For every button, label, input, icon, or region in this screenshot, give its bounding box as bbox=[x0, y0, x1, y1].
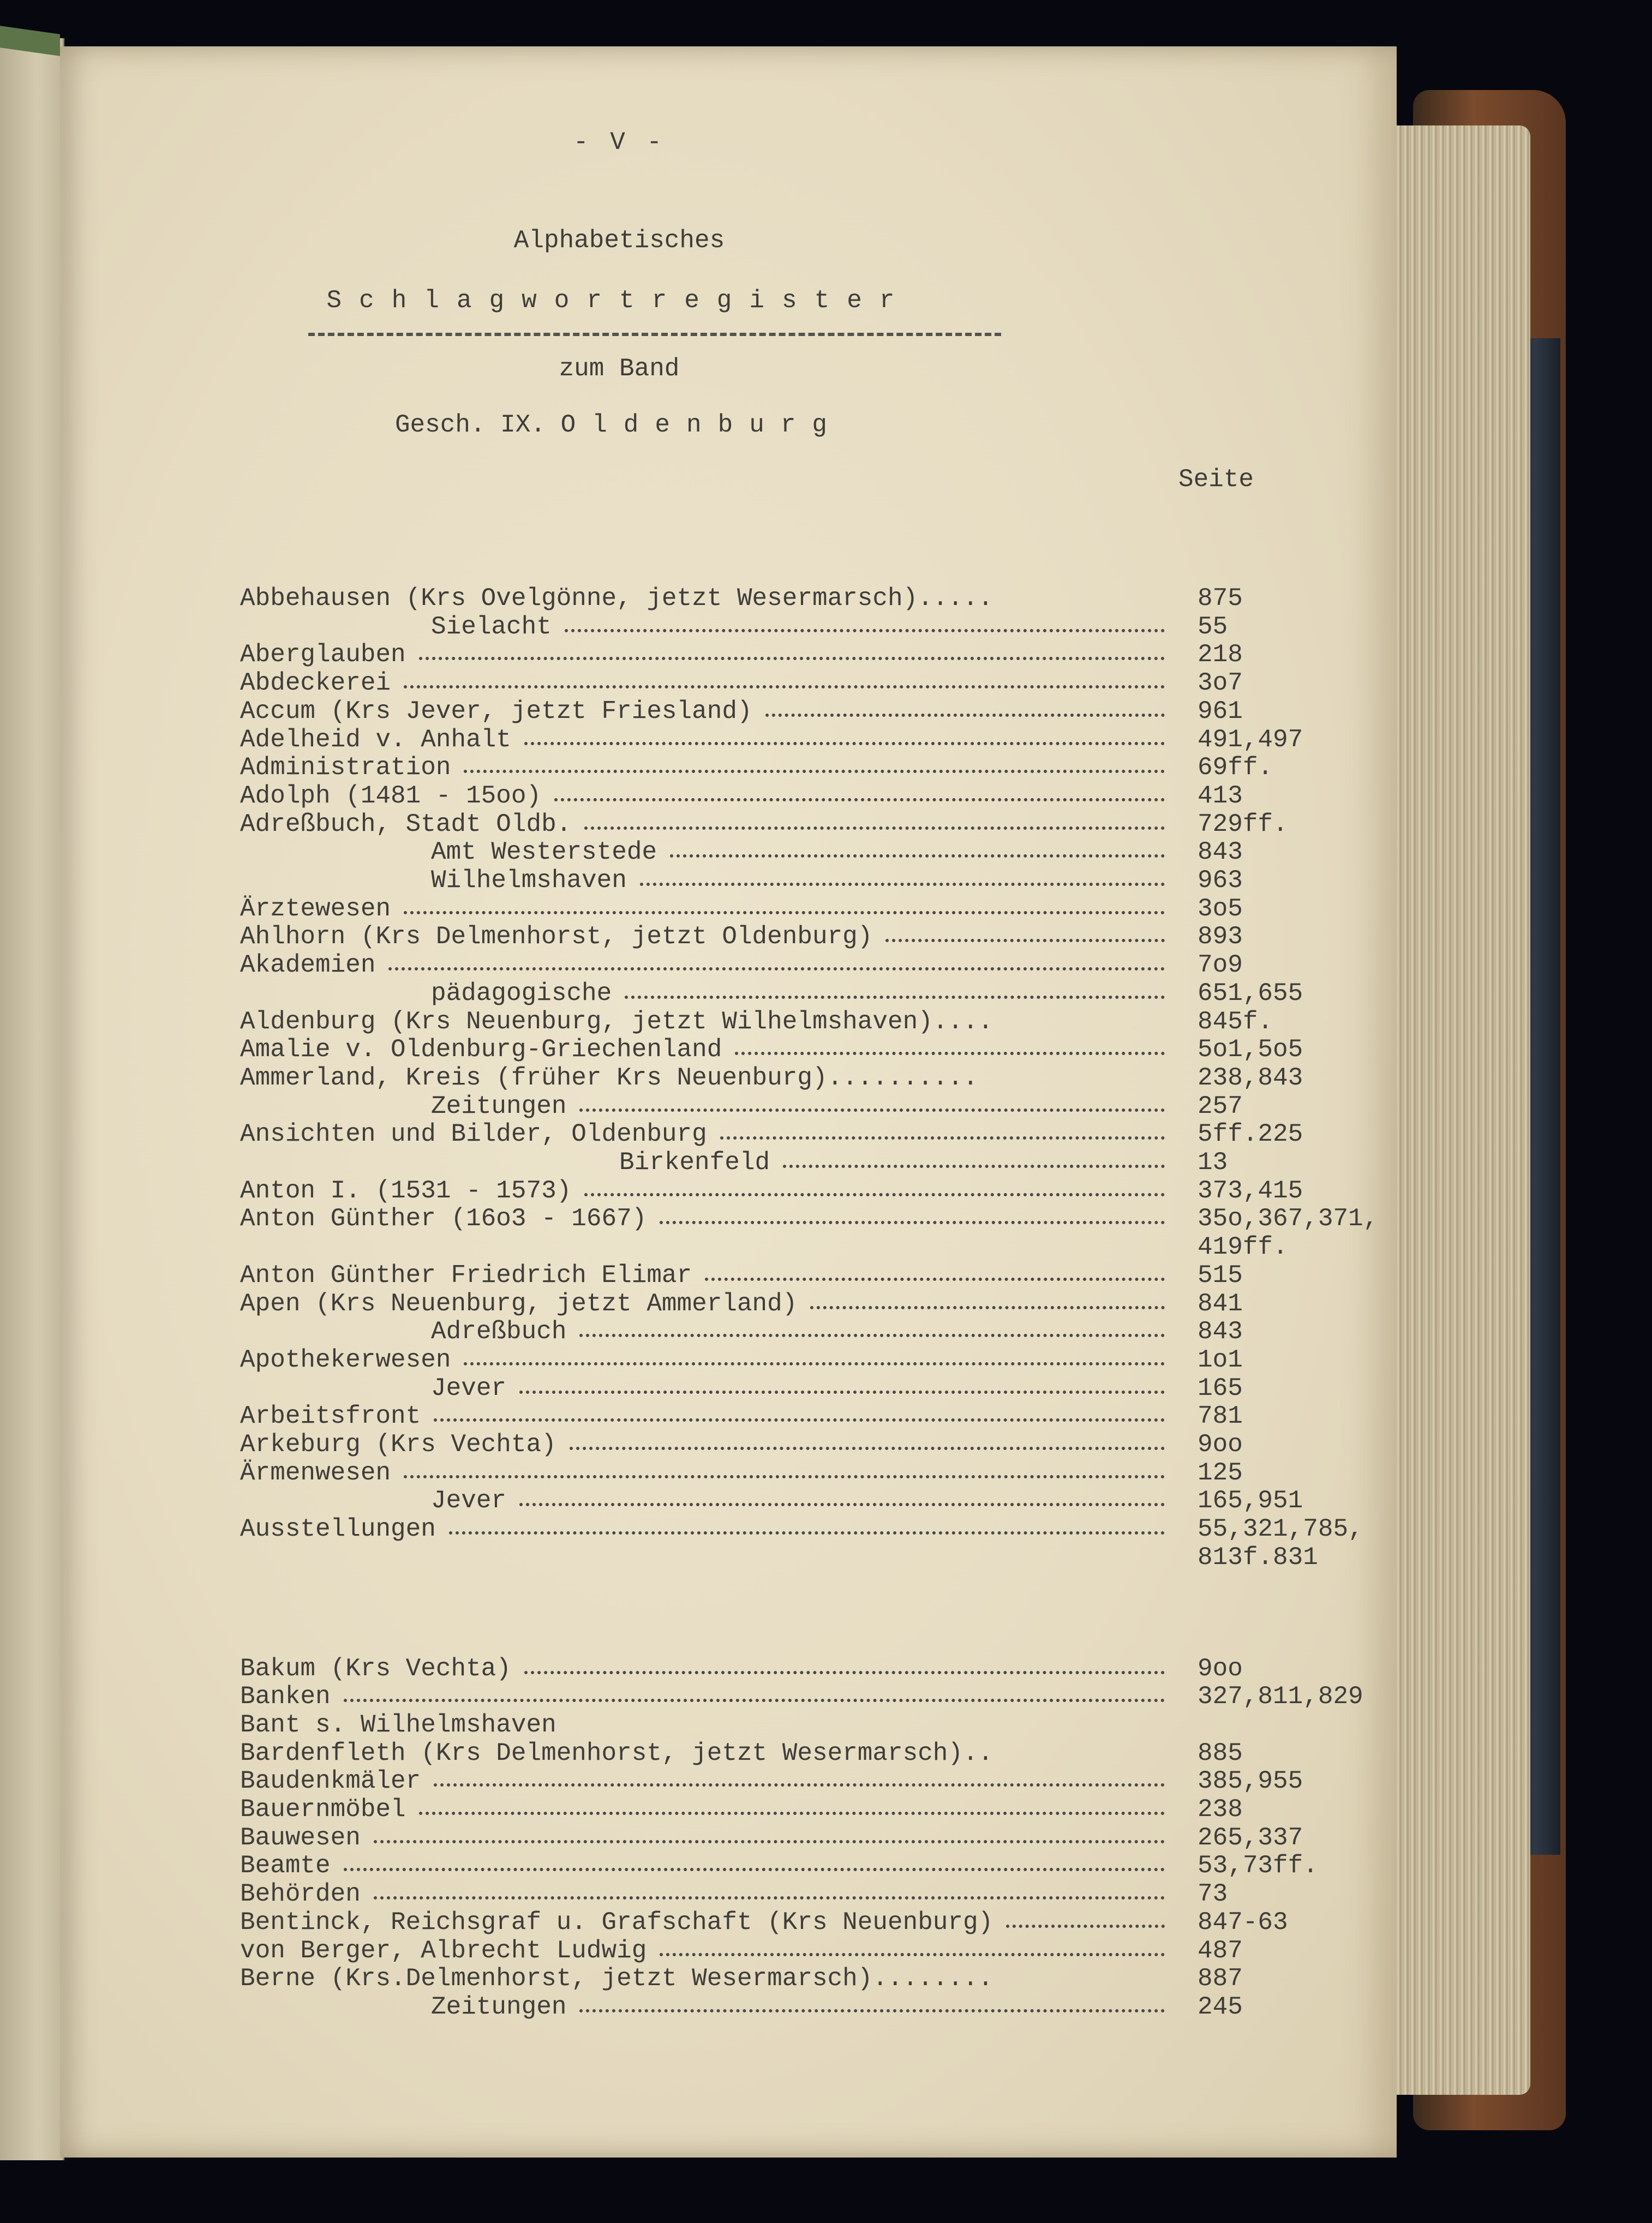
dot-leader bbox=[640, 883, 1165, 886]
heading-volume-name: Oldenburg bbox=[560, 411, 844, 439]
index-entry bbox=[240, 1937, 1413, 1965]
index-entry bbox=[240, 697, 1413, 726]
entry-page-ref: 1o1 bbox=[1198, 1345, 1243, 1374]
dot-leader bbox=[670, 854, 1165, 858]
entry-page-ref: 893 bbox=[1198, 922, 1243, 951]
dot-leader bbox=[625, 996, 1165, 999]
entry-label: Bant s. Wilhelmshaven bbox=[240, 1710, 556, 1739]
dot-leader bbox=[705, 1278, 1165, 1281]
index-entry bbox=[240, 1682, 1413, 1711]
entry-page-ref: 413 bbox=[1198, 781, 1243, 810]
entry-label: Anton Günther (16o3 - 1667) bbox=[240, 1205, 647, 1233]
index-entry bbox=[240, 1177, 1413, 1205]
dot-leader bbox=[419, 1812, 1165, 1815]
dot-leader bbox=[519, 1503, 1165, 1506]
index-entry bbox=[240, 584, 1413, 613]
entry-label: Aldenburg (Krs Neuenburg, jetzt Wilhelmshaven).... bbox=[240, 1007, 993, 1036]
dot-leader bbox=[388, 967, 1165, 970]
dot-leader bbox=[565, 629, 1165, 632]
heading-zum-band: zum Band bbox=[559, 355, 680, 383]
index-entry bbox=[240, 922, 1413, 951]
index-entry bbox=[240, 1374, 1413, 1403]
index-entry bbox=[240, 782, 1413, 810]
entry-page-ref: 515 bbox=[1198, 1261, 1243, 1290]
column-label-seite: Seite bbox=[1178, 465, 1254, 494]
entry-page-ref: 963 bbox=[1198, 866, 1243, 895]
index-entry bbox=[240, 640, 1413, 669]
entry-label: Wilhelmshaven bbox=[431, 866, 627, 895]
entry-label: Birkenfeld bbox=[619, 1148, 770, 1177]
index-entry bbox=[240, 979, 1413, 1008]
entry-page-ref: 53,73ff. bbox=[1198, 1851, 1318, 1880]
entry-page-ref: 165 bbox=[1198, 1374, 1243, 1403]
dot-leader bbox=[554, 798, 1165, 801]
index-entry bbox=[240, 1767, 1413, 1795]
entry-label: Arkeburg (Krs Vechta) bbox=[240, 1430, 556, 1459]
entry-page-ref: 35o,367,371, bbox=[1198, 1205, 1379, 1233]
index-entry bbox=[240, 1261, 1413, 1290]
entry-page-ref: 419ff. bbox=[1198, 1233, 1288, 1262]
entry-label: Administration bbox=[240, 753, 451, 782]
dot-leader bbox=[419, 657, 1165, 660]
entry-label: Ärztewesen bbox=[240, 894, 391, 923]
entry-label: pädagogische bbox=[431, 979, 612, 1008]
entry-label: Abdeckerei bbox=[240, 669, 391, 698]
heading-alphabetisches: Alphabetisches bbox=[513, 226, 725, 255]
dot-leader bbox=[464, 1362, 1165, 1365]
entry-page-ref: 843 bbox=[1198, 838, 1243, 867]
dot-leader bbox=[810, 1306, 1165, 1309]
index-entry bbox=[240, 1346, 1413, 1374]
dot-leader bbox=[449, 1531, 1165, 1535]
entry-label: Zeitungen bbox=[431, 1092, 567, 1121]
entry-page-ref: 165,951 bbox=[1198, 1487, 1303, 1515]
entry-label: Ammerland, Kreis (früher Krs Neuenburg).......... bbox=[240, 1063, 978, 1092]
index-entry bbox=[240, 1964, 1413, 1993]
dot-leader bbox=[464, 770, 1165, 773]
entry-label: Bauernmöbel bbox=[240, 1795, 406, 1824]
dot-leader bbox=[579, 2009, 1165, 2012]
index-entry bbox=[240, 1543, 1413, 1572]
entry-label: Jever bbox=[431, 1374, 507, 1403]
dot-leader bbox=[584, 826, 1165, 830]
dashed-rule bbox=[308, 333, 1001, 336]
entry-label: Behörden bbox=[240, 1880, 361, 1909]
dot-leader bbox=[584, 1193, 1165, 1196]
page-number: - V - bbox=[573, 128, 666, 157]
entry-page-ref: 3o7 bbox=[1198, 669, 1243, 698]
index-entry bbox=[240, 1908, 1413, 1937]
dot-leader bbox=[885, 939, 1165, 942]
entry-label: Arbeitsfront bbox=[240, 1402, 421, 1431]
index-entry bbox=[240, 1092, 1413, 1121]
index-entry bbox=[240, 1487, 1413, 1515]
entry-page-ref: 69ff. bbox=[1198, 753, 1273, 782]
entry-page-ref: 3o5 bbox=[1198, 894, 1243, 923]
index-entry bbox=[240, 726, 1413, 754]
dot-leader bbox=[344, 1868, 1165, 1871]
dot-leader bbox=[344, 1699, 1165, 1702]
index-entry bbox=[240, 669, 1413, 697]
entry-label: Ausstellungen bbox=[240, 1515, 436, 1544]
index-entry bbox=[240, 1711, 1413, 1739]
index-entry bbox=[240, 1064, 1413, 1092]
heading-volume bbox=[60, 411, 1178, 439]
index-entry bbox=[240, 1402, 1413, 1430]
index-entry bbox=[240, 1233, 1413, 1261]
dot-leader bbox=[1006, 1925, 1165, 1928]
entry-label: Amt Westerstede bbox=[431, 838, 657, 867]
index-entry bbox=[240, 866, 1413, 895]
entry-label: Jever bbox=[431, 1487, 507, 1515]
document-page bbox=[60, 46, 1397, 2158]
entry-label: Ahlhorn (Krs Delmenhorst, jetzt Oldenburg) bbox=[240, 922, 873, 951]
index-entry bbox=[240, 1739, 1413, 1767]
entry-page-ref: 9oo bbox=[1198, 1654, 1243, 1683]
heading-volume-prefix: Gesch. IX. bbox=[394, 411, 546, 439]
entry-page-ref: 847-63 bbox=[1198, 1908, 1288, 1937]
index-entry bbox=[240, 1290, 1413, 1318]
index-entry bbox=[240, 1120, 1413, 1148]
entry-page-ref: 651,655 bbox=[1198, 979, 1303, 1008]
index-entry bbox=[240, 1459, 1413, 1487]
entry-page-ref: 218 bbox=[1198, 640, 1243, 669]
entry-label: Berne (Krs.Delmenhorst, jetzt Wesermarsch)........ bbox=[240, 1964, 993, 1993]
dot-leader bbox=[374, 1840, 1165, 1843]
entry-page-ref: 55,321,785, bbox=[1198, 1515, 1363, 1544]
dot-leader bbox=[524, 742, 1165, 745]
dot-leader bbox=[579, 1334, 1165, 1337]
entry-page-ref: 491,497 bbox=[1198, 725, 1303, 754]
heading-schlagwortregister: Schlagwortregister bbox=[326, 286, 912, 315]
dot-leader bbox=[374, 1896, 1165, 1900]
index-entry bbox=[240, 838, 1413, 866]
dot-leader bbox=[783, 1165, 1165, 1168]
entry-page-ref: 55 bbox=[1198, 612, 1228, 641]
entry-page-ref: 245 bbox=[1198, 1992, 1243, 2021]
index-entry bbox=[240, 1205, 1413, 1233]
index-entry bbox=[240, 1851, 1413, 1880]
entry-page-ref: 843 bbox=[1198, 1317, 1243, 1346]
entry-page-ref: 238,843 bbox=[1198, 1063, 1303, 1092]
dot-leader bbox=[524, 1671, 1165, 1674]
entry-page-ref: 813f.831 bbox=[1198, 1543, 1318, 1572]
entry-label: Akademien bbox=[240, 951, 376, 980]
index-entry bbox=[240, 1148, 1413, 1177]
entry-label: Bauwesen bbox=[240, 1823, 361, 1852]
dot-leader bbox=[404, 1475, 1165, 1478]
dot-leader bbox=[660, 1953, 1165, 1956]
index-entry bbox=[240, 951, 1413, 979]
entry-label: Anton I. (1531 - 1573) bbox=[240, 1176, 572, 1205]
dot-leader bbox=[434, 1783, 1165, 1787]
entry-label: Adreßbuch, Stadt Oldb. bbox=[240, 810, 572, 838]
index-entry bbox=[240, 1317, 1413, 1346]
dot-leader bbox=[404, 911, 1165, 914]
entry-page-ref: 5o1,5o5 bbox=[1198, 1035, 1303, 1064]
dot-leader bbox=[570, 1447, 1165, 1450]
entry-label: Amalie v. Oldenburg-Griechenland bbox=[240, 1035, 722, 1064]
index-entry bbox=[240, 613, 1413, 641]
entry-page-ref: 327,811,829 bbox=[1198, 1682, 1363, 1711]
index-entry bbox=[240, 753, 1413, 782]
entry-label: Bentinck, Reichsgraf u. Grafschaft (Krs Neuenburg) bbox=[240, 1908, 993, 1937]
entry-page-ref: 845f. bbox=[1198, 1007, 1273, 1036]
entry-label: Adolph (1481 - 15oo) bbox=[240, 781, 542, 810]
entry-page-ref: 257 bbox=[1198, 1092, 1243, 1121]
left-page-edge bbox=[0, 38, 64, 2160]
entry-page-ref: 875 bbox=[1198, 584, 1243, 613]
entry-page-ref: 885 bbox=[1198, 1739, 1243, 1767]
entry-label: Ansichten und Bilder, Oldenburg bbox=[240, 1120, 707, 1149]
entry-label: Beamte bbox=[240, 1851, 331, 1880]
page-content bbox=[60, 46, 1397, 2158]
entry-page-ref: 487 bbox=[1198, 1936, 1243, 1965]
dot-leader bbox=[404, 685, 1165, 688]
dot-leader bbox=[765, 714, 1165, 717]
entry-label: Adelheid v. Anhalt bbox=[240, 725, 511, 754]
entry-label: von Berger, Albrecht Ludwig bbox=[240, 1936, 647, 1965]
entry-page-ref: 5ff.225 bbox=[1198, 1120, 1303, 1149]
entry-page-ref: 9oo bbox=[1198, 1430, 1243, 1459]
index-entry bbox=[240, 1824, 1413, 1852]
entry-page-ref: 373,415 bbox=[1198, 1176, 1303, 1205]
entry-page-ref: 781 bbox=[1198, 1402, 1243, 1431]
entry-label: Accum (Krs Jever, jetzt Friesland) bbox=[240, 697, 752, 726]
entry-label: Anton Günther Friedrich Elimar bbox=[240, 1261, 692, 1290]
index-entry bbox=[240, 1880, 1413, 1908]
entry-label: Ärmenwesen bbox=[240, 1458, 391, 1487]
entry-label: Aberglauben bbox=[240, 640, 406, 669]
entry-label: Bakum (Krs Vechta) bbox=[240, 1654, 511, 1683]
dot-leader bbox=[519, 1391, 1165, 1394]
index-entry bbox=[240, 1655, 1413, 1683]
entry-label: Sielacht bbox=[431, 612, 552, 641]
dot-leader bbox=[434, 1418, 1165, 1422]
index-entry bbox=[240, 1430, 1413, 1459]
entry-page-ref: 265,337 bbox=[1198, 1823, 1303, 1852]
dot-leader bbox=[579, 1108, 1165, 1112]
entry-page-ref: 125 bbox=[1198, 1458, 1243, 1487]
index-entry bbox=[240, 1035, 1413, 1064]
entry-page-ref: 73 bbox=[1198, 1880, 1228, 1909]
index-entry bbox=[240, 1515, 1413, 1543]
entry-page-ref: 961 bbox=[1198, 697, 1243, 726]
dot-leader bbox=[660, 1221, 1165, 1224]
index-entry bbox=[240, 1993, 1413, 2021]
index-entry bbox=[240, 1008, 1413, 1036]
entry-page-ref: 887 bbox=[1198, 1964, 1243, 1993]
entry-label: Apen (Krs Neuenburg, jetzt Ammerland) bbox=[240, 1289, 798, 1318]
entry-page-ref: 13 bbox=[1198, 1148, 1228, 1177]
entry-label: Banken bbox=[240, 1682, 331, 1711]
dot-leader bbox=[735, 1052, 1165, 1055]
entry-label: Abbehausen (Krs Ovelgönne, jetzt Wesermarsch)..... bbox=[240, 584, 993, 613]
entry-label: Baudenkmäler bbox=[240, 1767, 421, 1796]
entry-page-ref: 7o9 bbox=[1198, 951, 1243, 980]
index-entry bbox=[240, 1795, 1413, 1824]
entry-label: Bardenfleth (Krs Delmenhorst, jetzt Wesermarsch).. bbox=[240, 1739, 993, 1767]
entry-label: Zeitungen bbox=[431, 1992, 567, 2021]
entry-page-ref: 385,955 bbox=[1198, 1767, 1303, 1796]
entry-label: Adreßbuch bbox=[431, 1317, 567, 1346]
dot-leader bbox=[720, 1136, 1165, 1140]
entry-label: Apothekerwesen bbox=[240, 1345, 451, 1374]
index-entry bbox=[240, 810, 1413, 838]
index-entry bbox=[240, 895, 1413, 923]
entry-page-ref: 841 bbox=[1198, 1289, 1243, 1318]
entry-page-ref: 238 bbox=[1198, 1795, 1243, 1824]
entry-page-ref: 729ff. bbox=[1198, 810, 1288, 838]
